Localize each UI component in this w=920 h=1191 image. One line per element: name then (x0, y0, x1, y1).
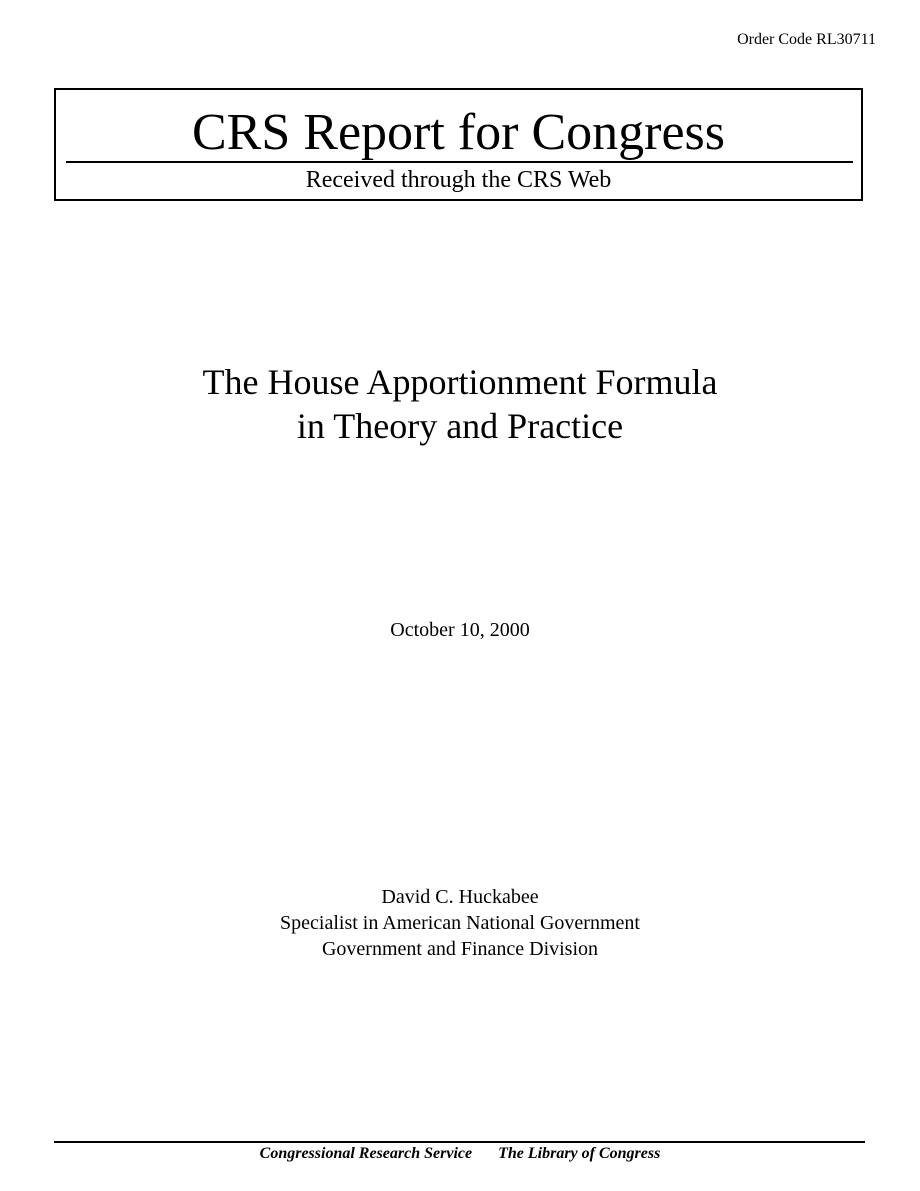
header-title: CRS Report for Congress (192, 104, 725, 161)
footer (0, 1144, 920, 1164)
author-name: David C. Huckabee (381, 886, 539, 908)
footer-library-name: The Library of Congress (498, 1145, 661, 1162)
report-header-box (54, 88, 863, 201)
report-title-line-2: in Theory and Practice (296, 406, 624, 446)
author-position: Specialist in American National Government (280, 912, 640, 934)
report-date: October 10, 2000 (390, 619, 530, 641)
author-division: Government and Finance Division (321, 938, 599, 960)
footer-divider (54, 1141, 865, 1143)
header-divider (66, 161, 853, 163)
report-title-line-1: The House Apportionment Formula (202, 362, 718, 402)
author-block (0, 884, 920, 962)
header-subtitle: Received through the CRS Web (305, 167, 612, 193)
report-title (60, 360, 860, 448)
footer-crs-name: Congressional Research Service (259, 1145, 473, 1162)
order-code: Order Code RL30711 (737, 31, 876, 48)
